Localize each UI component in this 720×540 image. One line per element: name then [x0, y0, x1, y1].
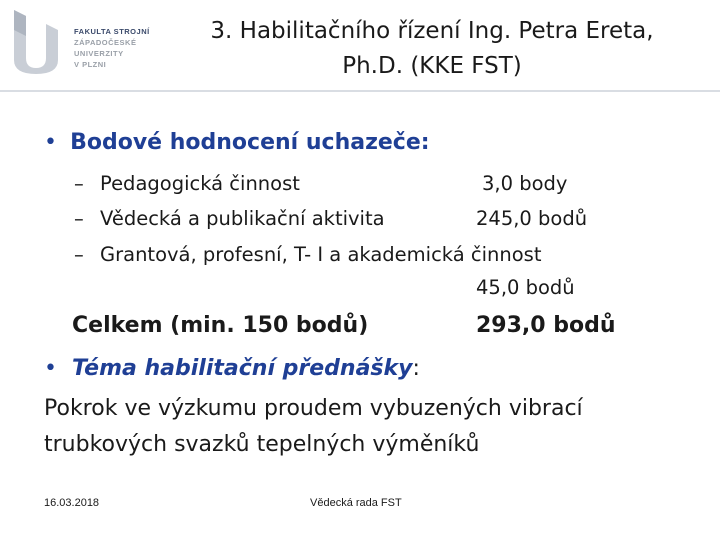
- score-item-value: 3,0 body: [482, 172, 568, 195]
- footer-center: Vědecká rada FST: [310, 497, 402, 509]
- dash-icon: –: [74, 207, 84, 230]
- logo-line: ZÁPADOČESKÉ: [74, 38, 137, 47]
- dash-icon: –: [74, 172, 84, 195]
- university-logo-mark-icon: [10, 6, 62, 76]
- score-item-label: Vědecká a publikační aktivita: [100, 207, 385, 230]
- lecture-topic-heading: Téma habilitační přednášky: [71, 356, 413, 381]
- bullet-point-lecture-topic: [44, 356, 420, 381]
- lecture-topic-text-line-2: trubkových svazků tepelných výměníků: [44, 432, 480, 457]
- score-item: [74, 207, 385, 230]
- university-logo: [10, 6, 160, 78]
- score-item: [74, 243, 542, 266]
- logo-line: FAKULTA STROJNÍ: [74, 27, 150, 36]
- slide-title: [182, 14, 682, 84]
- logo-line: V PLZNI: [74, 60, 107, 69]
- total-label: Celkem (min. 150 bodů): [72, 313, 369, 338]
- slide-title-line-1: 3. Habilitačního řízení Ing. Petra Ereta,: [210, 18, 654, 44]
- score-item-value: 45,0 bodů: [476, 276, 575, 299]
- scoring-heading: Bodové hodnocení uchazeče:: [70, 130, 430, 155]
- dash-icon: –: [74, 243, 84, 266]
- bullet-icon: •: [44, 356, 57, 381]
- university-logo-text: [74, 26, 150, 70]
- score-item-value: 245,0 bodů: [476, 207, 588, 230]
- lecture-topic-colon: :: [412, 356, 420, 381]
- title-divider: [0, 90, 720, 92]
- score-item-label: Pedagogická činnost: [100, 172, 300, 195]
- lecture-topic-text-line-1: Pokrok ve výzkumu proudem vybuzených vibrací: [44, 396, 583, 421]
- bullet-icon: •: [44, 130, 57, 155]
- bullet-point-scoring: [44, 130, 430, 155]
- score-item-label: Grantová, profesní, T- I a akademická činnost: [100, 243, 542, 266]
- score-item: [74, 172, 300, 195]
- total-value: 293,0 bodů: [476, 313, 616, 338]
- slide-title-line-2: Ph.D. (KKE FST): [342, 53, 522, 79]
- footer-date: 16.03.2018: [44, 497, 100, 509]
- logo-line: UNIVERZITY: [74, 49, 124, 58]
